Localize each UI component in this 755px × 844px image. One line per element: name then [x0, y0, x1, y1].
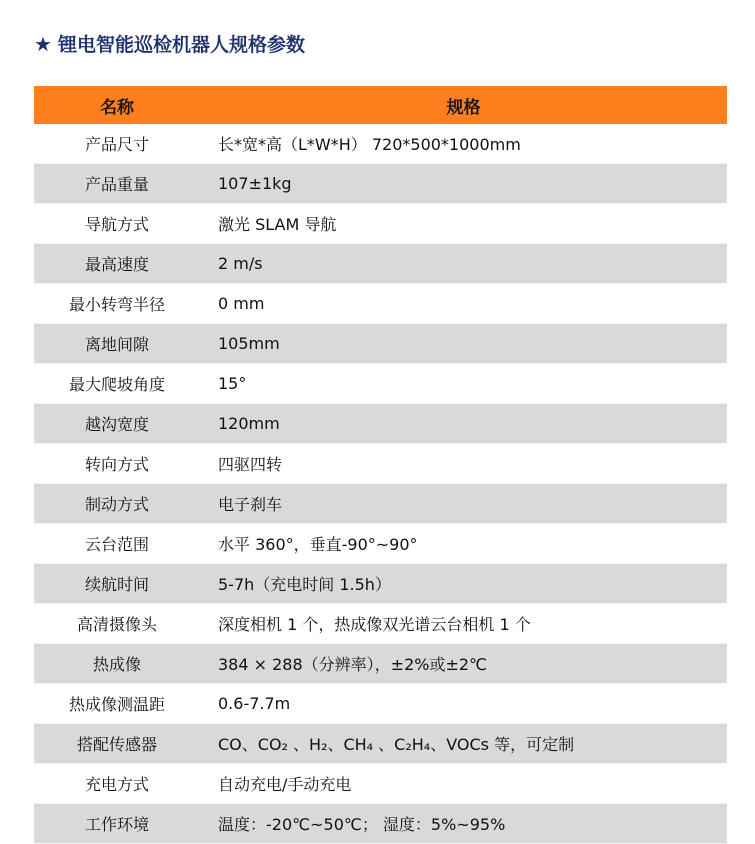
row-name: 高清摄像头: [34, 604, 200, 644]
table-row: [34, 644, 727, 684]
page-title: [34, 30, 305, 57]
row-value: 水平 360°，垂直-90°~90°: [200, 524, 727, 564]
table-row: [34, 364, 727, 404]
table-row: [34, 324, 727, 364]
row-name: 制动方式: [34, 484, 200, 524]
row-value: 5-7h（充电时间 1.5h）: [200, 564, 727, 604]
table-row: [34, 724, 727, 764]
row-value: 激光 SLAM 导航: [200, 204, 727, 244]
row-name: 最小转弯半径: [34, 284, 200, 324]
spec-table-body: [34, 124, 727, 844]
table-row: [34, 604, 727, 644]
row-name: 工作环境: [34, 804, 200, 844]
table-row: [34, 684, 727, 724]
row-name: 充电方式: [34, 764, 200, 804]
row-name: 导航方式: [34, 204, 200, 244]
row-value: 107±1kg: [200, 164, 727, 204]
page-title-text: 锂电智能巡检机器人规格参数: [57, 34, 305, 56]
table-row: [34, 284, 727, 324]
table-header-row: [34, 86, 727, 124]
row-name: 搭配传感器: [34, 724, 200, 764]
table-row: [34, 764, 727, 804]
row-value: 120mm: [200, 404, 727, 444]
row-value: 自动充电/手动充电: [200, 764, 727, 804]
table-row: [34, 484, 727, 524]
row-name: 离地间隙: [34, 324, 200, 364]
row-value: 2 m/s: [200, 244, 727, 284]
row-value: 长*宽*高（L*W*H） 720*500*1000mm: [200, 124, 727, 164]
row-value: 15°: [200, 364, 727, 404]
row-value: 384 × 288（分辨率），±2%或±2℃: [200, 644, 727, 684]
row-value: 电子刹车: [200, 484, 727, 524]
header-name: 名称: [34, 86, 200, 124]
row-name: 续航时间: [34, 564, 200, 604]
star-icon: ★: [34, 32, 52, 56]
row-name: 最高速度: [34, 244, 200, 284]
row-value: CO、CO₂ 、H₂、CH₄ 、C₂H₄、VOCs 等，可定制: [200, 724, 727, 764]
row-name: 产品尺寸: [34, 124, 200, 164]
spec-table: [34, 86, 727, 844]
header-spec: 规格: [200, 86, 727, 124]
table-row: [34, 524, 727, 564]
table-row: [34, 804, 727, 844]
table-row: [34, 564, 727, 604]
row-name: 云台范围: [34, 524, 200, 564]
table-row: [34, 244, 727, 284]
row-name: 转向方式: [34, 444, 200, 484]
table-row: [34, 164, 727, 204]
table-row: [34, 204, 727, 244]
row-value: 0.6-7.7m: [200, 684, 727, 724]
row-name: 热成像测温距: [34, 684, 200, 724]
row-name: 产品重量: [34, 164, 200, 204]
row-value: 105mm: [200, 324, 727, 364]
table-row: [34, 444, 727, 484]
table-row: [34, 404, 727, 444]
row-value: 四驱四转: [200, 444, 727, 484]
row-name: 热成像: [34, 644, 200, 684]
row-value: 深度相机 1 个，热成像双光谱云台相机 1 个: [200, 604, 727, 644]
row-value: 0 mm: [200, 284, 727, 324]
table-row: [34, 124, 727, 164]
row-name: 最大爬坡角度: [34, 364, 200, 404]
row-value: 温度：-20℃~50℃； 湿度：5%~95%: [200, 804, 727, 844]
row-name: 越沟宽度: [34, 404, 200, 444]
